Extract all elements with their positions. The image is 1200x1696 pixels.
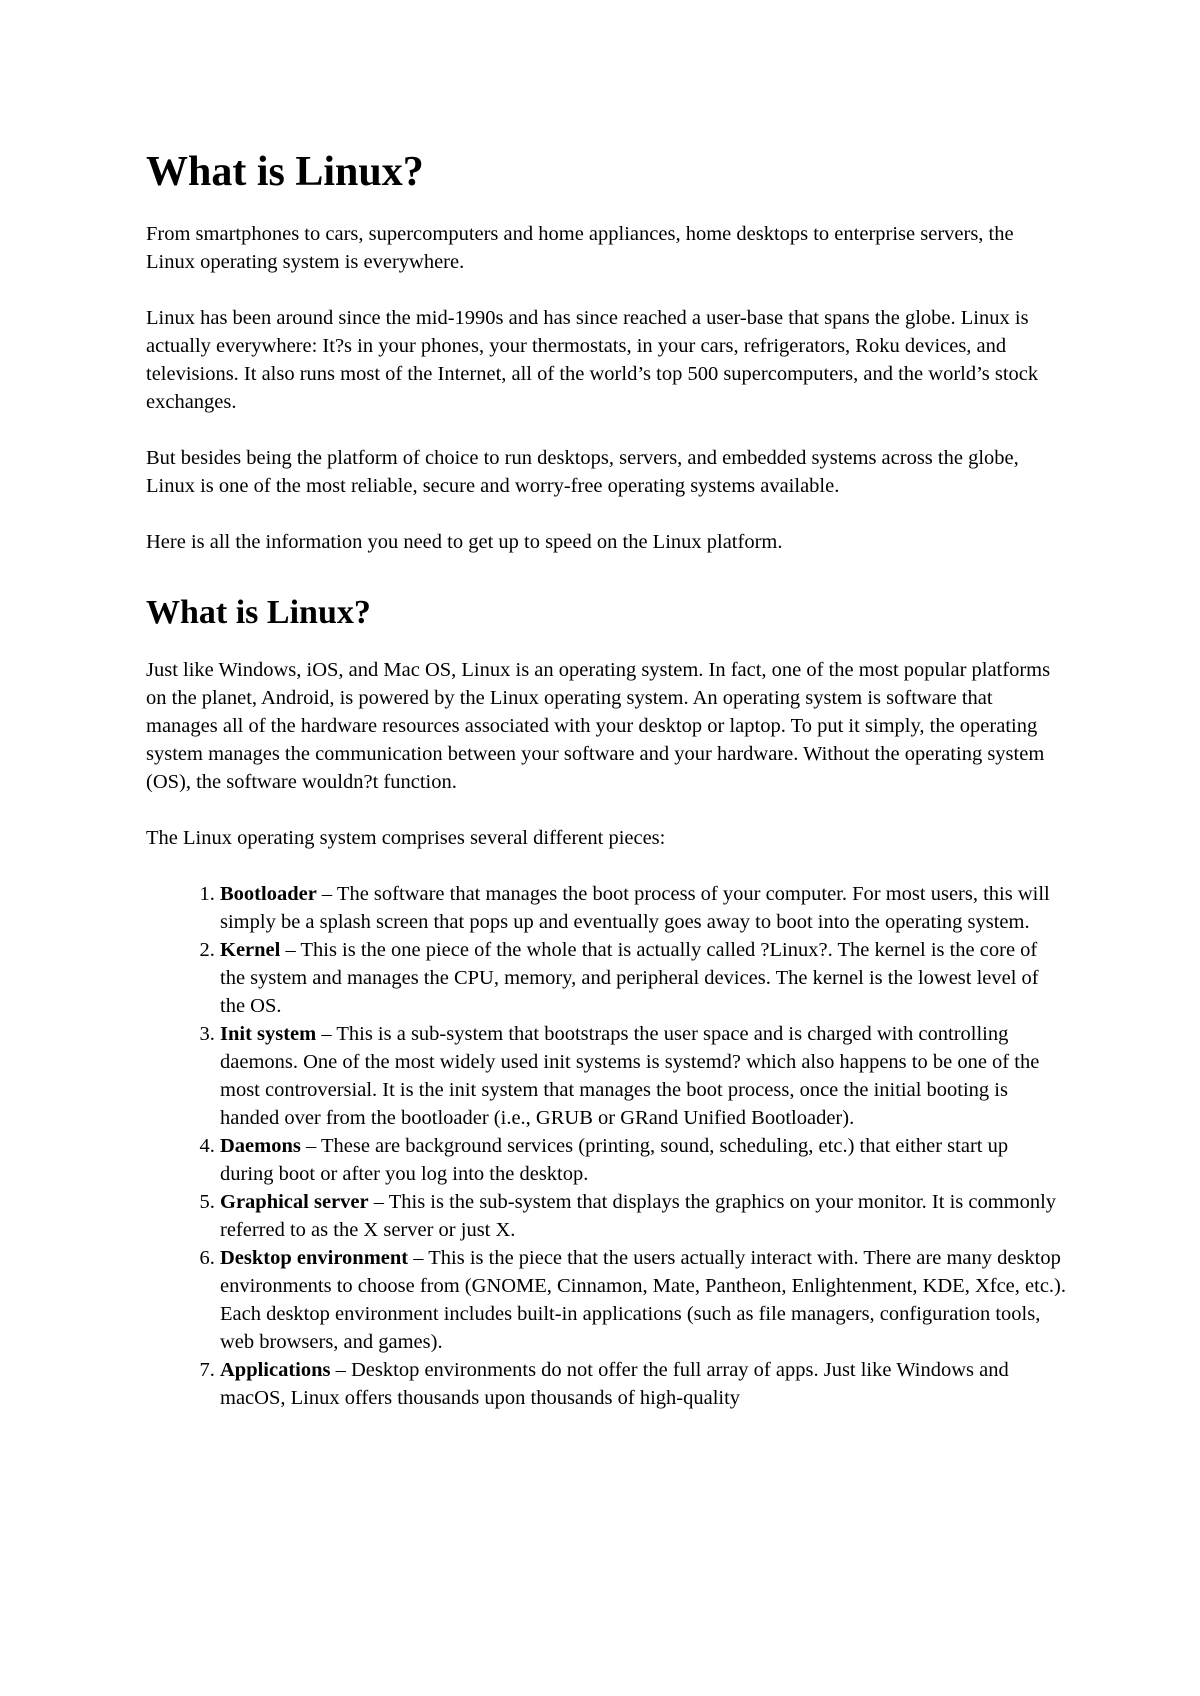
page-title: What is Linux? bbox=[146, 149, 424, 195]
list-item-text: – This is a sub-system that bootstraps the user space and is charged with controlling daemons. One of the most widely used init systems is systemd? which also happens to be one of the most controversial. It is the init system that manages the boot process, once the initial booting is handed over from the bootloader (i.e., GRUB or GRand Unified Bootloader). bbox=[220, 1023, 1040, 1129]
linux-pieces-list bbox=[146, 880, 1066, 1412]
list-item-term: Init system bbox=[220, 1023, 317, 1045]
document-content bbox=[146, 146, 1066, 1412]
list-item bbox=[220, 1188, 1066, 1244]
list-item-text: – This is the one piece of the whole that is actually called ?Linux?. The kernel is the core of the system and manages the CPU, memory, and peripheral devices. The kernel is the lowest level of the OS. bbox=[220, 939, 1039, 1017]
list-item bbox=[220, 936, 1066, 1020]
intro-paragraph: Linux has been around since the mid-1990s and has since reached a user-base that spans the globe. Linux is actually everywhere: It?s in your phones, your thermostats, in your cars, refrigerators, Roku devices, and televisions. It also runs most of the Internet, all of the world’s top 500 supercomputers, and the world’s stock exchanges. bbox=[146, 307, 1039, 413]
section-paragraph: The Linux operating system comprises several different pieces: bbox=[146, 827, 666, 849]
list-item-term: Graphical server bbox=[220, 1191, 369, 1213]
intro-paragraph: Here is all the information you need to get up to speed on the Linux platform. bbox=[146, 531, 783, 553]
list-item-term: Daemons bbox=[220, 1135, 301, 1157]
list-item-term: Desktop environment bbox=[220, 1247, 409, 1269]
section-heading: What is Linux? bbox=[146, 594, 371, 631]
list-item-text: – This is the sub-system that displays the graphics on your monitor. It is commonly referred to as the X server or just X. bbox=[220, 1191, 1057, 1241]
list-item-text: – The software that manages the boot process of your computer. For most users, this will simply be a splash screen that pops up and eventually goes away to boot into the operating system. bbox=[220, 883, 1050, 933]
intro-paragraph: From smartphones to cars, supercomputers and home appliances, home desktops to enterprise servers, the Linux operating system is everywhere. bbox=[146, 223, 1014, 273]
list-item bbox=[220, 880, 1066, 936]
list-item bbox=[220, 1020, 1066, 1132]
list-item bbox=[220, 1356, 1066, 1412]
section-paragraph: Just like Windows, iOS, and Mac OS, Linux is an operating system. In fact, one of the most popular platforms on the planet, Android, is powered by the Linux operating system. An operating system is software that manages all of the hardware resources associated with your desktop or laptop. To put it simply, the operating system manages the communication between your software and your hardware. Without the operating system (OS), the software wouldn?t function. bbox=[146, 659, 1051, 793]
list-item-term: Applications bbox=[220, 1359, 331, 1381]
intro-paragraph: But besides being the platform of choice to run desktops, servers, and embedded systems across the globe, Linux is one of the most reliable, secure and worry-free operating systems available. bbox=[146, 447, 1019, 497]
list-item-text: – Desktop environments do not offer the full array of apps. Just like Windows and macOS, Linux offers thousands upon thousands of high-quality bbox=[220, 1359, 1009, 1409]
list-item-text: – These are background services (printing, sound, scheduling, etc.) that either start up during boot or after you log into the desktop. bbox=[220, 1135, 1009, 1185]
list-item-term: Bootloader bbox=[220, 883, 317, 905]
list-item-term: Kernel bbox=[220, 939, 281, 961]
list-item bbox=[220, 1244, 1066, 1356]
list-item-text: – This is the piece that the users actually interact with. There are many desktop environments to choose from (GNOME, Cinnamon, Mate, Pantheon, Enlightenment, KDE, Xfce, etc.). Each desktop environment includes built-in applications (such as file managers, configuration tools, web browsers, and games). bbox=[220, 1247, 1067, 1353]
list-item bbox=[220, 1132, 1066, 1188]
